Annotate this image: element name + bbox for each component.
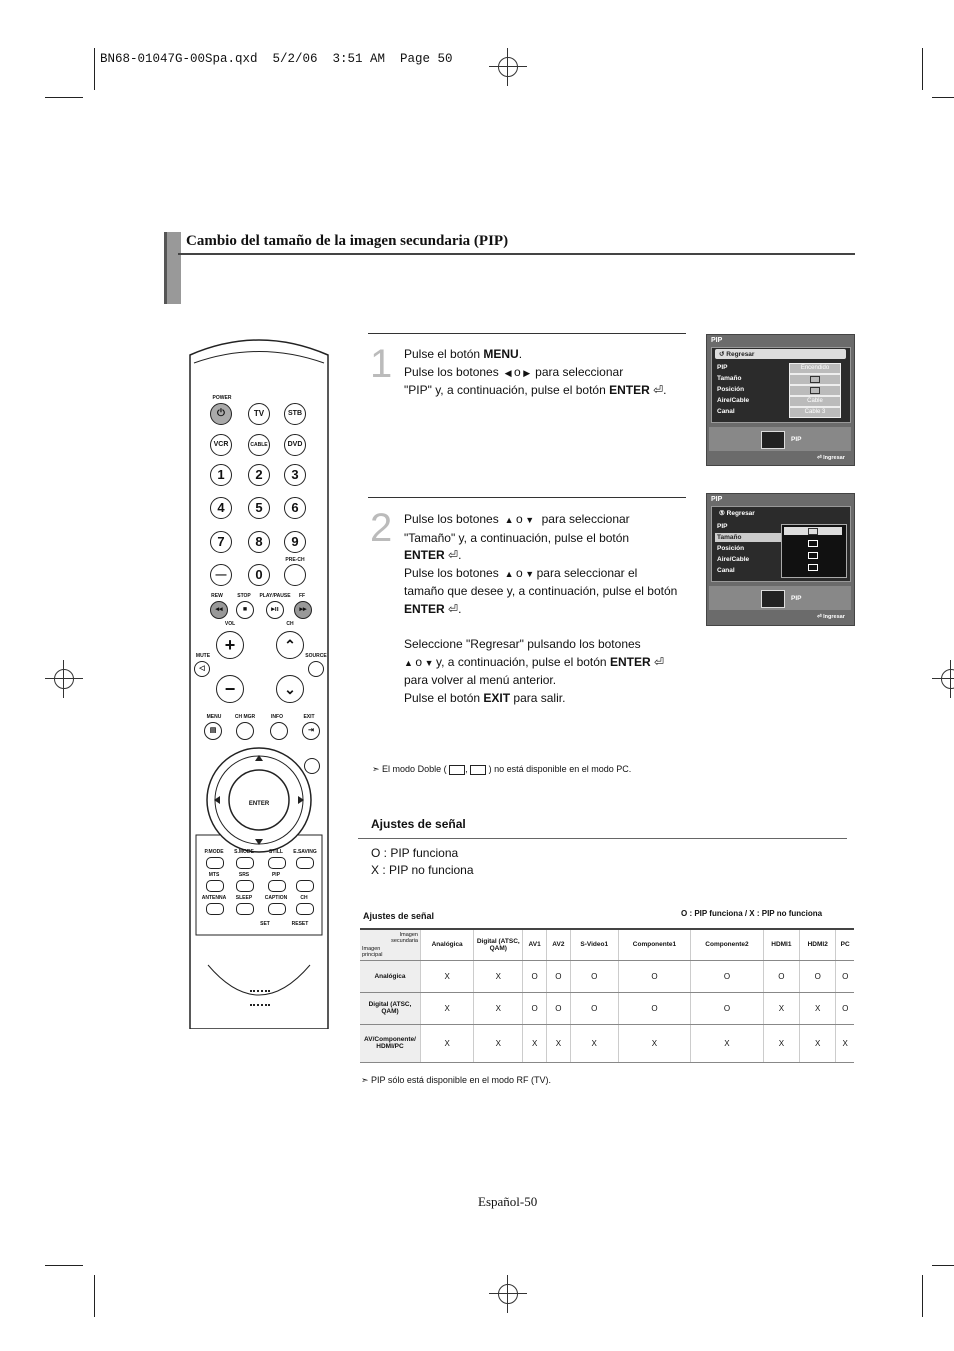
prech-button[interactable] [284,564,306,586]
menu-footer-text: Ingresar [823,614,845,620]
step-number: 1 [370,342,393,386]
digit-button[interactable]: 9 [284,531,306,553]
step2-text-part: y, a continuación, pulse el botón [436,654,607,669]
pip-menu-screen [706,334,855,466]
ch-label: CH [286,621,294,627]
table-cell: O [836,960,854,992]
table-cell: X [691,1024,763,1062]
crop-mark [922,48,923,90]
menu-back-text: Regresar [726,510,755,517]
crop-mark [94,48,95,90]
menu-title: PIP [711,496,723,503]
step2-text-part: para seleccionar el [536,565,638,580]
legend-o: O : PIP funciona [371,846,459,860]
column-header: AV2 [547,929,571,960]
registration-mark [489,1275,527,1313]
chmgr-label: CH MGR [234,714,256,720]
srs-label: SRS [238,872,250,878]
exit-label: EXIT [303,714,315,720]
column-header: Analógica [421,929,474,960]
enter-keyword: ENTER [404,601,445,616]
menu-item[interactable]: Posición [717,386,745,393]
mts-label: MTS [208,872,220,878]
menu-button[interactable]: ▤ [204,722,222,740]
info-label: INFO [271,714,283,720]
stb-button[interactable]: STB [284,403,306,425]
power-label: POWER [212,395,232,401]
enter-icon: ⏎ [444,601,459,616]
crop-mark [45,97,83,98]
tv-thumbnail-icon [761,431,785,449]
size-option-double2[interactable] [784,563,842,571]
digit-button[interactable]: 8 [248,531,270,553]
step2-line: para volver al menú anterior. [404,673,557,688]
vcr-button[interactable]: VCR [210,434,232,456]
up-arrow-icon: ▲ [404,657,416,668]
step1-text [404,346,694,400]
set-label: SET [260,921,270,927]
table-cell: X [800,992,836,1024]
step2-text-part: Pulse los botones [404,565,499,580]
sleep-button[interactable] [236,903,254,915]
table-corner [360,929,421,960]
menu-label: MENU [206,714,222,720]
step1-text-part: o [514,364,521,379]
table-cell: X [421,960,474,992]
note-rf [361,1075,551,1086]
row-header: Analógica [360,960,421,992]
double-mode-icon [470,765,486,775]
menu-item[interactable]: Posición [717,545,745,552]
ff-label: FF [298,593,306,599]
cable-button[interactable]: CABLE [248,434,270,456]
ch-small-label: CH [300,895,308,901]
rew-button[interactable]: ◂◂ [210,601,228,619]
crop-mark [94,1275,95,1317]
step1-text-part: Pulse el botón [404,347,484,361]
still-button[interactable] [268,857,286,869]
crop-mark [45,1265,83,1266]
down-arrow-icon: ▼ [522,568,537,579]
esaving-label: E.SAVING [293,849,317,855]
step2-line: "Tamaño" y, a continuación, pulse el botón [404,530,630,545]
table-cell: X [547,1024,571,1062]
note-arrow-icon: ➣ [361,1075,372,1085]
step2-text-part: o [415,654,423,669]
table-cell: X [836,1024,854,1062]
step1-text-part: Pulse los botones [404,364,499,379]
table-cell: O [800,960,836,992]
table-cell: X [763,992,799,1024]
menu-item[interactable]: Tamaño [717,375,742,382]
row-header: AV/Componente/ HDMI/PC [360,1024,421,1062]
menu-item[interactable]: Canal [717,567,735,574]
table-cell: X [763,1024,799,1062]
dash-button[interactable]: — [210,564,232,586]
menu-item[interactable]: Tamaño [717,534,742,541]
menu-value: Cable [789,396,841,407]
column-header: AV1 [523,929,547,960]
down-arrow-icon: ▼ [522,515,542,525]
source-label: SOURCE [305,653,327,659]
signal-section-title: Ajustes de señal [371,817,466,831]
antenna-button[interactable] [206,903,224,915]
column-header: PC [836,929,854,960]
enter-icon: ⏎ [649,383,664,398]
volume-down-button[interactable]: − [216,675,244,703]
pip-button[interactable] [268,880,286,892]
pip-ch-up-button[interactable] [296,880,314,892]
digit-button[interactable]: 1 [210,464,232,486]
crop-mark [932,1265,954,1266]
double-mode-icon [449,765,465,775]
table-cell: X [523,1024,547,1062]
chmgr-button[interactable] [236,722,254,740]
size-option-double1[interactable] [784,551,842,559]
right-arrow-icon: ▶ [520,367,536,378]
table-header-row [360,929,854,960]
table-cell: O [523,992,547,1024]
step1-text-part: . [663,383,667,398]
menu-back-item[interactable]: ↺ Regresar [719,351,755,358]
registration-mark [489,48,527,86]
play-pause-button[interactable]: ▸ıı [266,601,284,619]
digit-button[interactable]: 0 [248,564,270,586]
menu-title: PIP [711,337,723,344]
table-cell: X [618,1024,690,1062]
registration-mark [932,660,954,698]
exit-keyword: EXIT [483,690,511,705]
step2-text-part: . [458,548,462,563]
left-arrow-icon: ◀ [502,367,515,378]
digit-button[interactable]: 6 [284,497,306,519]
srs-button[interactable] [236,880,254,892]
row-header: Digital (ATSC, QAM) [360,992,421,1024]
table-row [360,1024,854,1062]
menu-back-item[interactable]: ⑤ Regresar [719,510,755,517]
enter-keyword: ENTER [404,548,445,563]
step1-text-part: "PIP" y, a continuación, pulse el botón [404,383,610,398]
table-cell: O [523,960,547,992]
digit-button[interactable]: 2 [248,464,270,486]
pip-size-icon [789,374,841,385]
column-header: S-Video1 [570,929,618,960]
column-header: HDMI2 [800,929,836,960]
antenna-label: ANTENNA [201,895,227,901]
table-cell: X [421,1024,474,1062]
step2-text [404,511,696,708]
pip-label: PIP [271,872,281,878]
step2-text-part: Pulse los botones [404,512,499,526]
note-arrow-icon: ➣ [372,764,383,774]
note-double [372,764,631,775]
sleep-label: SLEEP [235,895,253,901]
ff-button[interactable]: ▸▸ [294,601,312,619]
table-cell: X [474,1024,523,1062]
menu-item[interactable]: PIP [717,523,728,530]
table-cell: X [474,992,523,1024]
smode-button[interactable] [236,857,254,869]
still-label: STILL [269,849,283,855]
step2-text-part: Pulse el botón [404,690,484,705]
step-divider [368,497,686,498]
step1-text-part: para seleccionar [535,364,624,379]
column-header: Componente2 [691,929,763,960]
source-button[interactable] [308,661,324,677]
section-title: Cambio del tamaño de la imagen secundaria (PIP) [186,233,509,249]
table-cell: X [421,992,474,1024]
step2-text-part: para salir. [510,690,566,705]
channel-down-button[interactable]: ⌄ [276,675,304,703]
corner-bottom-label: Imagen principal [362,945,383,958]
step-number: 2 [370,506,393,550]
menu-back-text: Regresar [726,351,755,358]
channel-up-button[interactable]: ⌃ [276,631,304,659]
table-cell: X [474,960,523,992]
crop-mark [932,97,954,98]
pip-size-menu-screen [706,493,855,626]
menu-preview-label: PIP [791,436,802,443]
step1-text-part: . [518,347,523,361]
menu-footer-text: Ingresar [823,455,845,461]
table-legend: O : PIP funciona / X : PIP no funciona [681,909,823,918]
enter-keyword: ENTER [609,654,651,669]
legend-x: X : PIP no funciona [371,863,474,877]
size-option-large[interactable] [784,527,842,535]
rew-label: REW [211,593,223,599]
digit-button[interactable]: 3 [284,464,306,486]
digit-button[interactable]: 4 [210,497,232,519]
signal-table [360,928,854,1063]
table-cell: O [618,992,690,1024]
step-divider [368,333,686,334]
menu-preview-label: PIP [791,595,802,602]
table-cell: O [691,992,763,1024]
remote-control [188,335,330,1029]
mute-label: MUTE [195,653,211,659]
menu-item[interactable]: Aire/Cable [717,397,750,404]
table-cell: O [547,960,571,992]
note-rf-text: PIP sólo está disponible en el modo RF (TV). [371,1075,551,1085]
spacer [404,619,696,637]
caption-button[interactable] [268,903,286,915]
file-header: BN68-01047G-00Spa.qxd 5/2/06 3:51 AM Page 50 [100,52,453,66]
info-button[interactable] [270,722,288,740]
ir-window [250,990,270,1006]
playpause-label: PLAY/PAUSE [259,593,291,599]
menu-item[interactable]: Aire/Cable [717,556,750,563]
table-cell: O [547,992,571,1024]
table-cell: O [763,960,799,992]
step2-text-part: para seleccionar [541,512,630,526]
enter-button[interactable]: ENTER [248,801,270,807]
size-option-small[interactable] [784,539,842,547]
table-row [360,992,854,1024]
column-header: Digital (ATSC, QAM) [474,929,523,960]
volume-up-button[interactable]: + [216,631,244,659]
digit-button[interactable]: 7 [210,531,232,553]
power-button[interactable]: ⏻ [210,403,232,425]
tv-button[interactable]: TV [248,403,270,425]
enter-keyword: ENTER [609,383,650,398]
light-button[interactable] [304,758,320,774]
tv-thumbnail-icon [761,590,785,608]
table-cell: X [800,1024,836,1062]
step2-text-part: o [516,512,523,526]
step2-text-part: o [516,565,523,580]
section-bar [164,232,181,304]
pmode-button[interactable] [206,857,224,869]
table-cell: O [691,960,763,992]
table-cell: O [570,960,618,992]
corner-top-label: Imagen secundaria [391,932,418,944]
up-arrow-icon: ▲ [502,568,516,579]
digit-button[interactable]: 5 [248,497,270,519]
caption-label: CAPTION [264,895,288,901]
pmode-label: P.MODE [204,849,224,855]
menu-footer: ⏎ Ingresar [817,614,845,620]
menu-keyword: MENU [483,347,519,361]
exit-button[interactable]: ⇥ [302,722,320,740]
menu-item[interactable]: PIP [717,364,728,371]
step2-line: Seleccione "Regresar" pulsando los botones [404,637,641,652]
reset-label: RESET [291,921,309,927]
table-row [360,960,854,992]
column-header: HDMI1 [763,929,799,960]
step2-text-part: . [458,601,462,616]
table-cell: X [570,1024,618,1062]
divider [358,838,847,839]
pip-ch-down-button[interactable] [296,903,314,915]
smode-label: S.MODE [234,849,254,855]
table-cell: O [570,992,618,1024]
menu-item[interactable]: Canal [717,408,735,415]
step2-line: tamaño que desee y, a continuación, pulse el botón [404,584,678,599]
note-text-part: El modo Doble ( [382,764,447,774]
menu-value: Cable 3 [789,407,841,418]
table-cell: O [836,992,854,1024]
vol-label: VOL [224,621,236,627]
mute-icon[interactable]: ◁ [194,661,210,677]
column-header: Componente1 [618,929,690,960]
divider [178,253,855,255]
table-caption: Ajustes de señal [363,911,435,921]
pip-position-icon [789,385,841,396]
note-text-part: , [465,764,468,774]
crop-mark [922,1275,923,1317]
prech-label: PRE-CH [285,557,305,563]
registration-mark [45,660,83,698]
down-arrow-icon: ▼ [422,657,437,668]
table-cell: O [618,960,690,992]
page-number: Español-50 [478,1194,538,1209]
dvd-button[interactable]: DVD [284,434,306,456]
menu-footer: ⏎ Ingresar [817,455,845,461]
esaving-button[interactable] [296,857,314,869]
enter-icon: ⏎ [444,548,459,563]
menu-value: Encendido [789,363,841,374]
up-arrow-icon: ▲ [502,515,516,525]
mts-button[interactable] [206,880,224,892]
stop-button[interactable]: ■ [236,601,254,619]
note-text-part: ) no está disponible en el modo PC. [488,764,632,774]
stop-label: STOP [237,593,251,599]
enter-icon: ⏎ [650,654,664,669]
